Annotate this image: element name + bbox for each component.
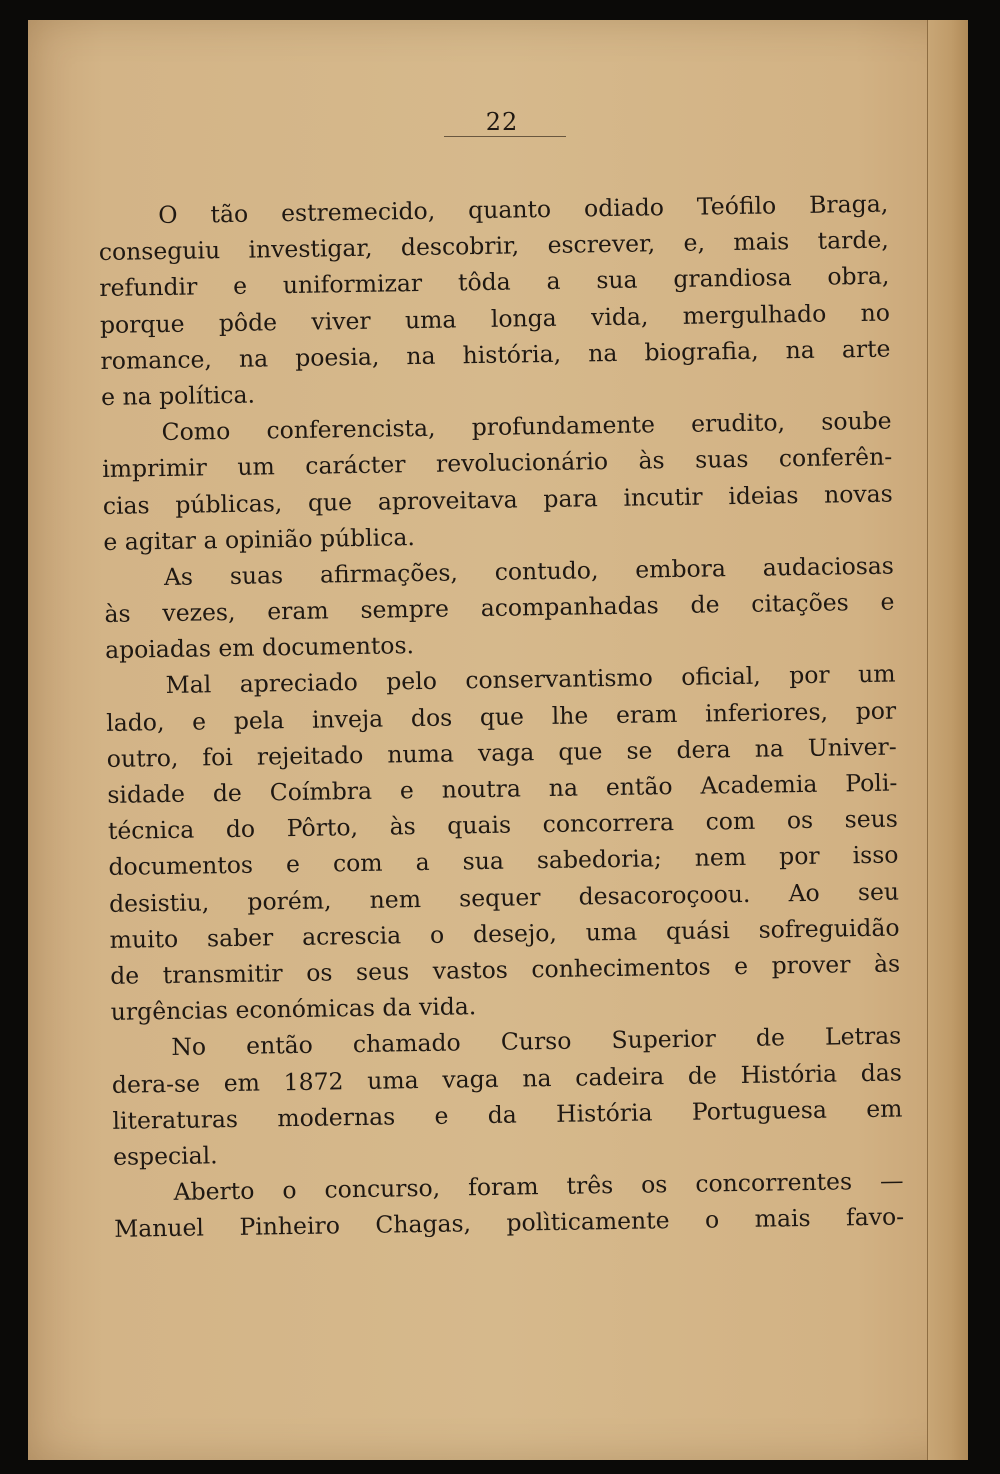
text-line: No então chamado Curso Superior de Letras (171, 1021, 902, 1062)
text-line: imprimir um carácter revolucionário às suas conferên- (102, 442, 893, 484)
text-line: outro, foi rejeitado numa vaga que se dera na Univer- (106, 732, 897, 773)
text-line: Como conferencista, profundamente erudito, soube (161, 406, 892, 447)
page-edge (927, 20, 968, 1460)
text-line: muito saber acrescia o desejo, uma quási sofreguidão (109, 913, 900, 954)
text-line: refundir e uniformizar tôda a sua grandiosa obra, (99, 261, 890, 303)
text-line: técnica do Pôrto, às quais concorrera com os seus (107, 804, 899, 846)
text-line: As suas afirmações, contudo, embora audaciosas (163, 551, 895, 591)
text-line: sidade de Coímbra e noutra na então Academia Poli- (107, 768, 898, 809)
text-line: porque pôde viver uma longa vida, mergulhado no (99, 298, 891, 339)
text-line: especial. (112, 1141, 218, 1171)
text-line: O tão estremecido, quanto odiado Teófilo Braga, (158, 189, 889, 230)
page-number: 22 (485, 108, 519, 136)
text-line: lado, e pela inveja dos que lhe eram inferiores, por (106, 696, 897, 737)
page-number-rule (444, 136, 566, 137)
text-line: e agitar a opinião pública. (103, 522, 416, 556)
text-line: de transmitir os seus vastos conhecimentos e prover às (109, 949, 901, 990)
text-line: romance, na poesia, na história, na biografia, na arte (100, 334, 891, 375)
text-line: Mal apreciado pelo conservantismo oficial, por um (165, 659, 896, 700)
text-line: dera-se em 1872 uma vaga na cadeira de História das (111, 1057, 903, 1099)
text-line: documentos e com a sua sabedoria; nem por isso (108, 840, 899, 882)
text-line: Aberto o concurso, foram três os concorrentes — (173, 1166, 904, 1206)
text-line: cias públicas, que aproveitava para incutir ideias novas (102, 479, 893, 520)
text-line: urgências económicas da vida. (110, 992, 477, 1027)
body-text (98, 186, 904, 1248)
text-line: apoiadas em documentos. (104, 631, 415, 665)
text-line: Manuel Pinheiro Chagas, polìticamente o mais favo- (113, 1202, 905, 1244)
text-line: conseguiu investigar, descobrir, escrever, e, mais tarde, (98, 225, 889, 267)
text-line: às vezes, eram sempre acompanhadas de citações e (104, 587, 895, 629)
text-line: e na política. (100, 380, 256, 411)
text-line: desistiu, porém, nem sequer desacoroçoou. Ao seu (108, 877, 900, 918)
text-line: literaturas modernas e da História Portuguesa em (112, 1094, 903, 1135)
